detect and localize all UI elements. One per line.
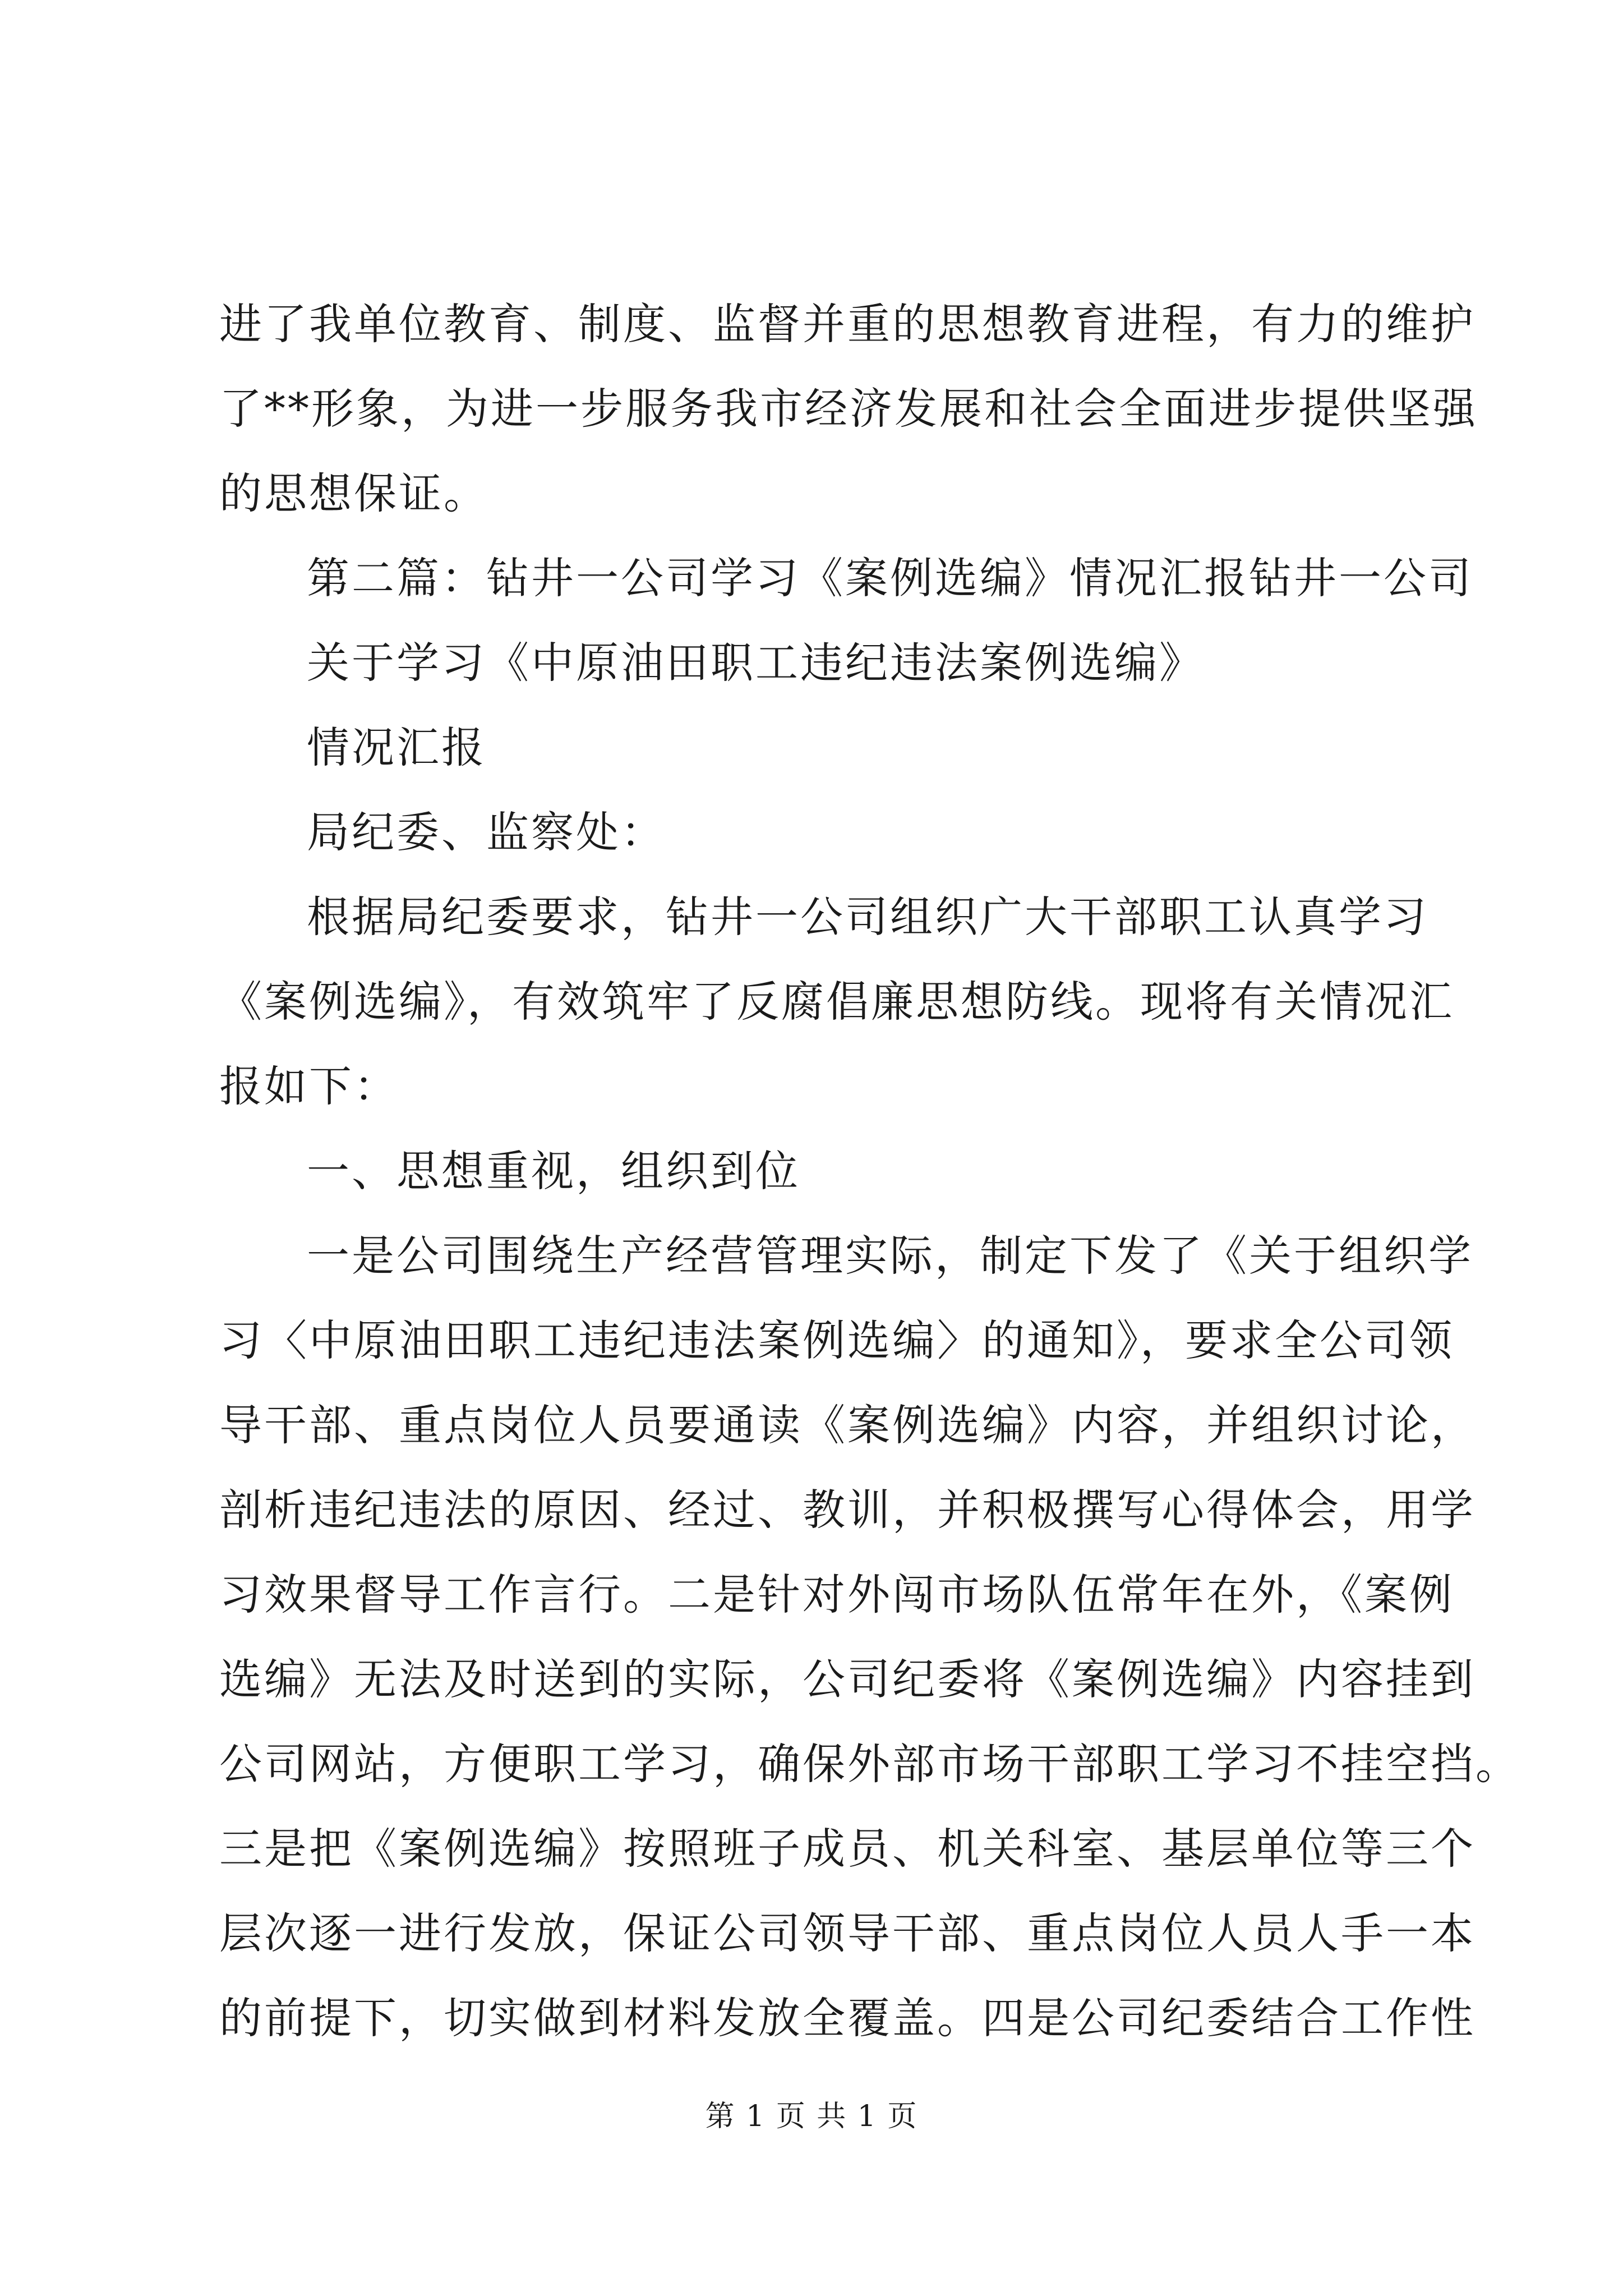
- section-heading: 第二篇：钻井一公司学习《案例选编》情况汇报钻井一公司: [307, 553, 1473, 603]
- body-line: 根据局纪委要求，钻井一公司组织广大干部职工认真学习: [307, 892, 1428, 942]
- section-heading: 关于学习《中原油田职工违纪违法案例选编》: [307, 638, 1204, 688]
- body-line: 剖析违纪违法的原因、经过、教训，并积极撰写心得体会，用学: [219, 1485, 1476, 1535]
- body-line: 习〈中原油田职工违纪违法案例选编〉的通知》，要求全公司领: [219, 1315, 1454, 1365]
- body-line: 的思想保证。: [219, 468, 488, 518]
- body-line: 进了我单位教育、制度、监督并重的思想教育进程，有力的维护: [219, 299, 1476, 349]
- body-line: 习效果督导工作言行。二是针对外闯市场队伍常年在外，《案例: [219, 1570, 1454, 1619]
- body-line: 导干部、重点岗位人员要通读《案例选编》内容，并组织讨论，: [219, 1400, 1476, 1450]
- body-line: 的前提下，切实做到材料发放全覆盖。四是公司纪委结合工作性: [219, 1993, 1476, 2043]
- body-line: 三是把《案例选编》按照班子成员、机关科室、基层单位等三个: [219, 1824, 1476, 1874]
- section-heading: 情况汇报: [307, 723, 486, 772]
- body-line: 一是公司围绕生产经营管理实际，制定下发了《关于组织学: [307, 1231, 1473, 1281]
- body-line: 公司网站，方便职工学习，确保外部市场干部职工学习不挂空挡。: [219, 1739, 1520, 1789]
- body-line: 选编》无法及时送到的实际，公司纪委将《案例选编》内容挂到: [219, 1654, 1476, 1704]
- page-number-footer: 第 1 页 共 1 页: [705, 2100, 918, 2133]
- subsection-heading: 一、思想重视，组织到位: [307, 1146, 800, 1196]
- salutation: 局纪委、监察处：: [307, 807, 666, 857]
- body-line: 层次逐一进行发放，保证公司领导干部、重点岗位人员人手一本: [219, 1908, 1476, 1958]
- body-line: 《案例选编》，有效筑牢了反腐倡廉思想防线。现将有关情况汇: [219, 977, 1454, 1027]
- body-line: 了**形象，为进一步服务我市经济发展和社会全面进步提供坚强: [219, 384, 1478, 434]
- body-line: 报如下：: [219, 1061, 399, 1111]
